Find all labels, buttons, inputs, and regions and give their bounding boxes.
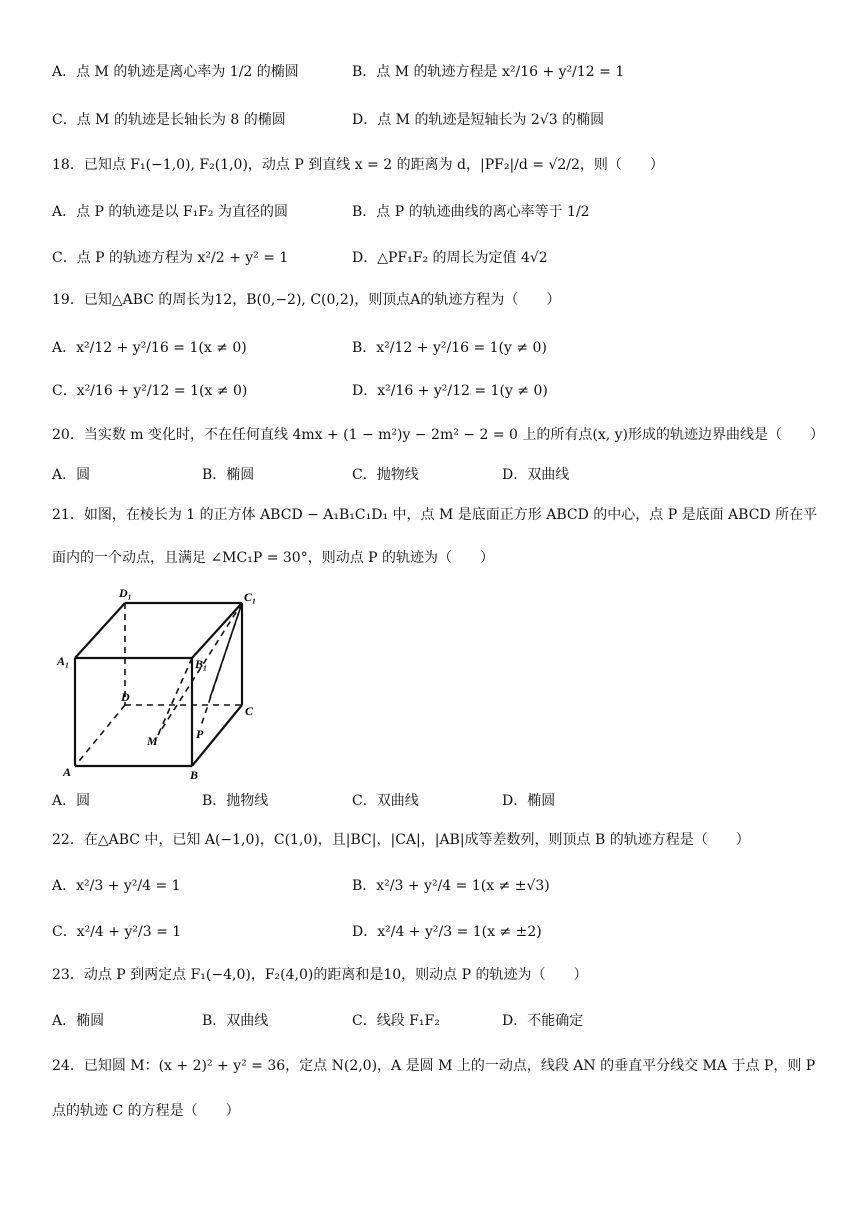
q21-option-d: D．椭圆: [502, 793, 556, 809]
q21-option-b: B．抛物线: [202, 793, 269, 809]
q19-option-a: A．x²/12 + y²/16 = 1(x ≠ 0): [52, 340, 247, 356]
q18-option-d: D．△PF₁F₂ 的周长为定值 4√2: [352, 250, 548, 266]
q23-option-a: A．椭圆: [52, 1013, 105, 1029]
q18-option-b: B．点 P 的轨迹曲线的离心率等于 1/2: [352, 204, 590, 220]
label-a1: A₁: [57, 654, 70, 668]
q22-option-c: C．x²/4 + y²/3 = 1: [52, 924, 182, 940]
q20-option-d: D．双曲线: [502, 467, 570, 483]
q21-stem-line1: 21．如图，在棱长为 1 的正方体 ABCD − A₁B₁C₁D₁ 中，点 M 是底面正方形 ABCD 的中心，点 P 是底面 ABCD 所在平: [52, 507, 818, 523]
q23-option-c: C．线段 F₁F₂: [352, 1013, 440, 1029]
label-d1: D₁: [119, 586, 132, 600]
q17-option-a: A．点 M 的轨迹是离心率为 1/2 的椭圆: [52, 64, 299, 80]
label-c: C: [245, 704, 254, 718]
q23-option-d: D．不能确定: [502, 1013, 584, 1029]
q17-option-c: C．点 M 的轨迹是长轴长为 8 的椭圆: [52, 112, 286, 128]
label-b: B: [190, 768, 199, 782]
q19-option-b: B．x²/12 + y²/16 = 1(y ≠ 0): [352, 340, 547, 356]
q24-stem-line2: 点的轨迹 C 的方程是（ ）: [52, 1103, 240, 1119]
q19-option-d: D．x²/16 + y²/12 = 1(y ≠ 0): [352, 383, 548, 399]
q17-option-d: D．点 M 的轨迹是短轴长为 2√3 的椭圆: [352, 112, 605, 128]
q18-option-a: A．点 P 的轨迹是以 F₁F₂ 为直径的圆: [52, 204, 288, 220]
q23-stem: 23．动点 P 到两定点 F₁(−4,0)，F₂(4,0)的距离和是10，则动点 P 的轨迹为（ ）: [52, 967, 588, 983]
q21-stem-line2: 面内的一个动点，且满足 ∠MC₁P = 30°，则动点 P 的轨迹为（ ）: [52, 550, 495, 566]
q19-stem: 19．已知△ABC 的周长为12，B(0,−2), C(0,2)，则顶点A的轨迹方程为（ ）: [52, 292, 561, 308]
q21-option-c: C．双曲线: [352, 793, 419, 809]
q22-stem: 22．在△ABC 中，已知 A(−1,0)，C(1,0)，且|BC|，|CA|，|AB|成等差数列，则顶点 B 的轨迹方程是（ ）: [52, 832, 750, 848]
q22-option-a: A．x²/3 + y²/4 = 1: [52, 878, 181, 894]
q20-option-a: A．圆: [52, 467, 91, 483]
label-d: D: [121, 690, 130, 704]
label-b1: B₁: [195, 657, 208, 671]
cube-figure: [55, 583, 275, 783]
q20-option-c: C．抛物线: [352, 467, 419, 483]
q19-option-c: C．x²/16 + y²/12 = 1(x ≠ 0): [52, 383, 248, 399]
q22-option-b: B．x²/3 + y²/4 = 1(x ≠ ±√3): [352, 878, 550, 894]
q20-option-b: B．椭圆: [202, 467, 255, 483]
label-c1: C₁: [244, 590, 257, 604]
q18-stem: 18．已知点 F₁(−1,0), F₂(1,0)，动点 P 到直线 x = 2 的距离为 d，|PF₂|/d = √2/2，则（ ）: [52, 157, 664, 173]
label-p: P: [196, 727, 204, 741]
label-a: A: [63, 765, 72, 779]
q17-option-b: B．点 M 的轨迹方程是 x²/16 + y²/12 = 1: [352, 64, 625, 80]
label-m: M: [147, 734, 158, 748]
q24-stem-line1: 24．已知圆 M：(x + 2)² + y² = 36，定点 N(2,0)，A 是圆 M 上的一动点，线段 AN 的垂直平分线交 MA 于点 P，则 P: [52, 1058, 816, 1074]
q23-option-b: B．双曲线: [202, 1013, 269, 1029]
q22-option-d: D．x²/4 + y²/3 = 1(x ≠ ±2): [352, 924, 542, 940]
q20-stem: 20．当实数 m 变化时，不在任何直线 4mx + (1 − m²)y − 2m² − 2 = 0 上的所有点(x, y)形成的轨迹边界曲线是（ ）: [52, 427, 824, 443]
q21-option-a: A．圆: [52, 793, 91, 809]
q18-option-c: C．点 P 的轨迹方程为 x²/2 + y² = 1: [52, 250, 289, 266]
